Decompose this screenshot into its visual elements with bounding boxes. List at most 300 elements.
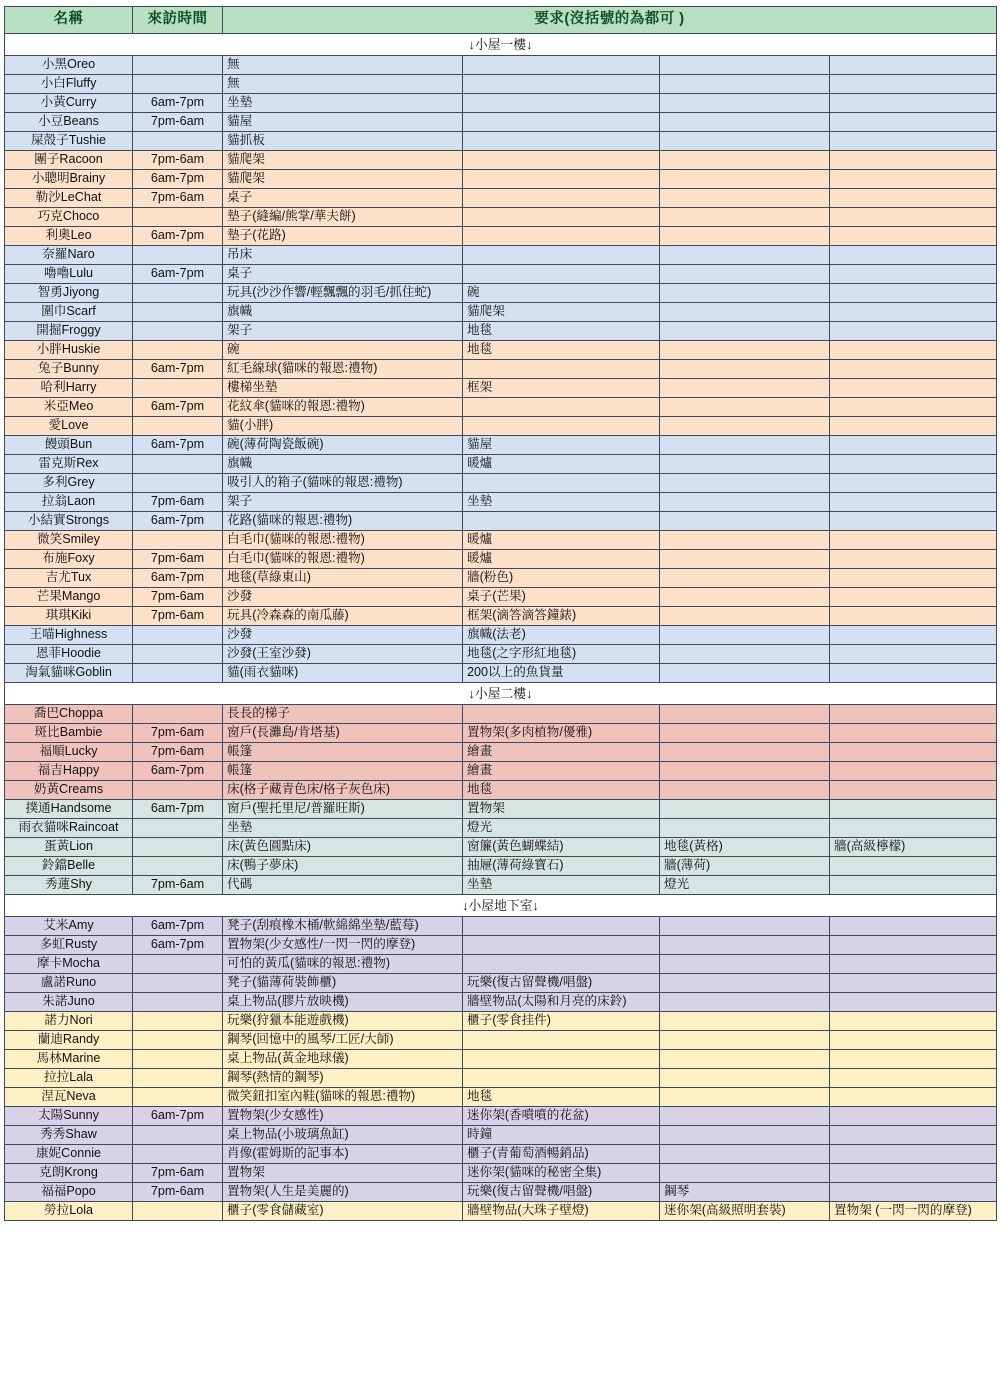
visit-time-cell[interactable] xyxy=(133,341,223,360)
requirement-cell-4[interactable] xyxy=(830,493,997,512)
cat-name-cell[interactable]: 小白Fluffy xyxy=(5,75,133,94)
requirement-cell-2[interactable] xyxy=(463,705,660,724)
requirement-cell-1[interactable]: 床(黃色圓點床) xyxy=(223,838,463,857)
requirement-cell-4[interactable] xyxy=(830,379,997,398)
requirement-cell-4[interactable] xyxy=(830,1126,997,1145)
requirement-cell-1[interactable]: 旗幟 xyxy=(223,303,463,322)
cat-name-cell[interactable]: 諾力Nori xyxy=(5,1012,133,1031)
cat-name-cell[interactable]: 雨衣貓咪Raincoat xyxy=(5,819,133,838)
requirement-cell-1[interactable]: 貓屋 xyxy=(223,113,463,132)
requirement-cell-2[interactable]: 時鐘 xyxy=(463,1126,660,1145)
cat-name-cell[interactable]: 微笑Smiley xyxy=(5,531,133,550)
requirement-cell-4[interactable] xyxy=(830,588,997,607)
cat-name-cell[interactable]: 米亞Meo xyxy=(5,398,133,417)
requirement-cell-2[interactable] xyxy=(463,936,660,955)
visit-time-cell[interactable]: 7pm-6am xyxy=(133,189,223,208)
visit-time-cell[interactable] xyxy=(133,531,223,550)
requirement-cell-1[interactable]: 墊子(縫編/熊掌/華夫餅) xyxy=(223,208,463,227)
requirement-cell-4[interactable] xyxy=(830,876,997,895)
requirement-cell-4[interactable]: 牆(高級檸檬) xyxy=(830,838,997,857)
cat-name-cell[interactable]: 小胖Huskie xyxy=(5,341,133,360)
cat-name-cell[interactable]: 康妮Connie xyxy=(5,1145,133,1164)
requirement-cell-4[interactable] xyxy=(830,1145,997,1164)
visit-time-cell[interactable] xyxy=(133,857,223,876)
requirement-cell-4[interactable] xyxy=(830,607,997,626)
requirement-cell-1[interactable]: 碗 xyxy=(223,341,463,360)
requirement-cell-3[interactable] xyxy=(660,955,830,974)
requirement-cell-2[interactable] xyxy=(463,360,660,379)
cat-name-cell[interactable]: 勒沙LeChat xyxy=(5,189,133,208)
cat-name-cell[interactable]: 饅頭Bun xyxy=(5,436,133,455)
requirement-cell-3[interactable] xyxy=(660,550,830,569)
requirement-cell-4[interactable] xyxy=(830,341,997,360)
requirement-cell-4[interactable] xyxy=(830,303,997,322)
requirement-cell-2[interactable]: 置物架 xyxy=(463,800,660,819)
requirement-cell-1[interactable]: 桌上物品(小玻璃魚缸) xyxy=(223,1126,463,1145)
requirement-cell-4[interactable] xyxy=(830,645,997,664)
visit-time-cell[interactable]: 6am-7pm xyxy=(133,569,223,588)
requirement-cell-4[interactable] xyxy=(830,1164,997,1183)
requirement-cell-4[interactable] xyxy=(830,265,997,284)
requirement-cell-3[interactable]: 牆(薄荷) xyxy=(660,857,830,876)
requirement-cell-3[interactable] xyxy=(660,819,830,838)
requirement-cell-4[interactable] xyxy=(830,800,997,819)
requirement-cell-3[interactable] xyxy=(660,303,830,322)
requirement-cell-2[interactable] xyxy=(463,94,660,113)
requirement-cell-3[interactable] xyxy=(660,398,830,417)
requirement-cell-1[interactable]: 樓梯坐墊 xyxy=(223,379,463,398)
requirement-cell-3[interactable] xyxy=(660,265,830,284)
cat-name-cell[interactable]: 奶黃Creams xyxy=(5,781,133,800)
requirement-cell-4[interactable] xyxy=(830,227,997,246)
cat-name-cell[interactable]: 王喵Highness xyxy=(5,626,133,645)
requirement-cell-3[interactable] xyxy=(660,743,830,762)
requirement-cell-1[interactable]: 代碼 xyxy=(223,876,463,895)
cat-name-cell[interactable]: 克朗Krong xyxy=(5,1164,133,1183)
visit-time-cell[interactable]: 6am-7pm xyxy=(133,398,223,417)
cat-name-cell[interactable]: 雷克斯Rex xyxy=(5,455,133,474)
requirement-cell-2[interactable]: 置物架(多肉植物/優雅) xyxy=(463,724,660,743)
requirement-cell-2[interactable] xyxy=(463,1031,660,1050)
requirement-cell-4[interactable] xyxy=(830,664,997,683)
requirement-cell-2[interactable] xyxy=(463,208,660,227)
requirement-cell-4[interactable] xyxy=(830,398,997,417)
requirement-cell-1[interactable]: 旗幟 xyxy=(223,455,463,474)
requirement-cell-2[interactable] xyxy=(463,398,660,417)
requirement-cell-1[interactable]: 沙發 xyxy=(223,626,463,645)
requirement-cell-3[interactable]: 鋼琴 xyxy=(660,1183,830,1202)
requirement-cell-3[interactable] xyxy=(660,1012,830,1031)
cat-name-cell[interactable]: 艾米Amy xyxy=(5,917,133,936)
visit-time-cell[interactable]: 6am-7pm xyxy=(133,436,223,455)
requirement-cell-4[interactable] xyxy=(830,857,997,876)
requirement-cell-3[interactable] xyxy=(660,208,830,227)
requirement-cell-1[interactable]: 吸引人的箱子(貓咪的報恩:禮物) xyxy=(223,474,463,493)
requirement-cell-2[interactable]: 桌子(芒果) xyxy=(463,588,660,607)
requirement-cell-4[interactable] xyxy=(830,512,997,531)
requirement-cell-4[interactable] xyxy=(830,322,997,341)
requirement-cell-2[interactable]: 窗簾(黃色蝴蝶結) xyxy=(463,838,660,857)
visit-time-cell[interactable] xyxy=(133,322,223,341)
requirement-cell-4[interactable] xyxy=(830,474,997,493)
visit-time-cell[interactable] xyxy=(133,75,223,94)
visit-time-cell[interactable] xyxy=(133,626,223,645)
requirement-cell-3[interactable] xyxy=(660,781,830,800)
requirement-cell-4[interactable] xyxy=(830,56,997,75)
requirement-cell-2[interactable] xyxy=(463,1069,660,1088)
requirement-cell-1[interactable]: 玩具(冷森森的南瓜藤) xyxy=(223,607,463,626)
requirement-cell-4[interactable] xyxy=(830,113,997,132)
requirement-cell-1[interactable]: 桌子 xyxy=(223,189,463,208)
visit-time-cell[interactable]: 7pm-6am xyxy=(133,588,223,607)
visit-time-cell[interactable]: 7pm-6am xyxy=(133,493,223,512)
visit-time-cell[interactable] xyxy=(133,645,223,664)
requirement-cell-2[interactable] xyxy=(463,1050,660,1069)
visit-time-cell[interactable]: 7pm-6am xyxy=(133,743,223,762)
requirement-cell-2[interactable]: 迷你架(貓咪的秘密全集) xyxy=(463,1164,660,1183)
requirement-cell-1[interactable]: 置物架(少女感性/一閃一閃的摩登) xyxy=(223,936,463,955)
cat-name-cell[interactable]: 鈴鐺Belle xyxy=(5,857,133,876)
requirement-cell-3[interactable] xyxy=(660,379,830,398)
requirement-cell-4[interactable] xyxy=(830,151,997,170)
cat-name-cell[interactable]: 蘭迪Randy xyxy=(5,1031,133,1050)
requirement-cell-2[interactable]: 繪畫 xyxy=(463,743,660,762)
requirement-cell-3[interactable] xyxy=(660,170,830,189)
requirement-cell-4[interactable] xyxy=(830,455,997,474)
requirement-cell-3[interactable] xyxy=(660,664,830,683)
requirement-cell-3[interactable] xyxy=(660,284,830,303)
requirement-cell-1[interactable]: 紅毛線球(貓咪的報恩:禮物) xyxy=(223,360,463,379)
visit-time-cell[interactable]: 7pm-6am xyxy=(133,113,223,132)
requirement-cell-3[interactable] xyxy=(660,246,830,265)
requirement-cell-4[interactable] xyxy=(830,170,997,189)
cat-name-cell[interactable]: 吉尤Tux xyxy=(5,569,133,588)
visit-time-cell[interactable] xyxy=(133,1050,223,1069)
visit-time-cell[interactable]: 6am-7pm xyxy=(133,170,223,189)
cat-name-cell[interactable]: 盧諾Runo xyxy=(5,974,133,993)
requirement-cell-1[interactable]: 貓(小胖) xyxy=(223,417,463,436)
requirement-cell-1[interactable]: 窗戶(長灘島/肯塔基) xyxy=(223,724,463,743)
requirement-cell-3[interactable] xyxy=(660,417,830,436)
cat-name-cell[interactable]: 兔子Bunny xyxy=(5,360,133,379)
visit-time-cell[interactable]: 7pm-6am xyxy=(133,1183,223,1202)
requirement-cell-3[interactable] xyxy=(660,512,830,531)
requirement-cell-3[interactable] xyxy=(660,189,830,208)
cat-name-cell[interactable]: 朱諾Juno xyxy=(5,993,133,1012)
requirement-cell-4[interactable] xyxy=(830,917,997,936)
visit-time-cell[interactable] xyxy=(133,1202,223,1221)
requirement-cell-2[interactable] xyxy=(463,151,660,170)
requirement-cell-1[interactable]: 花紋傘(貓咪的報恩:禮物) xyxy=(223,398,463,417)
cat-name-cell[interactable]: 蛋黃Lion xyxy=(5,838,133,857)
requirement-cell-2[interactable]: 牆壁物品(太陽和月亮的床鈴) xyxy=(463,993,660,1012)
requirement-cell-3[interactable] xyxy=(660,75,830,94)
requirement-cell-4[interactable] xyxy=(830,360,997,379)
requirement-cell-1[interactable]: 凳子(貓薄荷裝飾櫃) xyxy=(223,974,463,993)
visit-time-cell[interactable] xyxy=(133,955,223,974)
cat-name-cell[interactable]: 拉拉Lala xyxy=(5,1069,133,1088)
requirement-cell-2[interactable] xyxy=(463,113,660,132)
requirement-cell-3[interactable] xyxy=(660,341,830,360)
requirement-cell-4[interactable] xyxy=(830,1069,997,1088)
cat-name-cell[interactable]: 涅瓦Neva xyxy=(5,1088,133,1107)
requirement-cell-3[interactable] xyxy=(660,151,830,170)
visit-time-cell[interactable] xyxy=(133,417,223,436)
visit-time-cell[interactable]: 6am-7pm xyxy=(133,800,223,819)
visit-time-cell[interactable] xyxy=(133,838,223,857)
requirement-cell-4[interactable] xyxy=(830,955,997,974)
visit-time-cell[interactable] xyxy=(133,246,223,265)
visit-time-cell[interactable] xyxy=(133,1088,223,1107)
requirement-cell-4[interactable] xyxy=(830,75,997,94)
requirement-cell-1[interactable]: 沙發(王室沙發) xyxy=(223,645,463,664)
requirement-cell-1[interactable]: 置物架(人生是美麗的) xyxy=(223,1183,463,1202)
requirement-cell-1[interactable]: 桌上物品(膠片放映機) xyxy=(223,993,463,1012)
visit-time-cell[interactable] xyxy=(133,284,223,303)
requirement-cell-4[interactable] xyxy=(830,1183,997,1202)
requirement-cell-4[interactable] xyxy=(830,1088,997,1107)
cat-name-cell[interactable]: 福順Lucky xyxy=(5,743,133,762)
requirement-cell-4[interactable] xyxy=(830,762,997,781)
requirement-cell-2[interactable]: 燈光 xyxy=(463,819,660,838)
visit-time-cell[interactable] xyxy=(133,705,223,724)
requirement-cell-3[interactable] xyxy=(660,493,830,512)
visit-time-cell[interactable] xyxy=(133,974,223,993)
requirement-cell-2[interactable]: 地毯 xyxy=(463,781,660,800)
requirement-cell-3[interactable] xyxy=(660,993,830,1012)
requirement-cell-3[interactable] xyxy=(660,360,830,379)
requirement-cell-3[interactable]: 地毯(黃格) xyxy=(660,838,830,857)
requirement-cell-4[interactable] xyxy=(830,436,997,455)
visit-time-cell[interactable]: 6am-7pm xyxy=(133,512,223,531)
visit-time-cell[interactable]: 7pm-6am xyxy=(133,151,223,170)
requirement-cell-1[interactable]: 地毯(草綠東山) xyxy=(223,569,463,588)
cat-name-cell[interactable]: 勞拉Lola xyxy=(5,1202,133,1221)
requirement-cell-1[interactable]: 架子 xyxy=(223,322,463,341)
requirement-cell-3[interactable] xyxy=(660,626,830,645)
requirement-cell-1[interactable]: 白毛巾(貓咪的報恩:禮物) xyxy=(223,531,463,550)
requirement-cell-2[interactable]: 迷你架(香噴噴的花盆) xyxy=(463,1107,660,1126)
requirement-cell-4[interactable] xyxy=(830,819,997,838)
requirement-cell-2[interactable]: 貓屋 xyxy=(463,436,660,455)
requirement-cell-1[interactable]: 床(鴨子夢床) xyxy=(223,857,463,876)
requirement-cell-1[interactable]: 玩樂(狩獵本能遊戲機) xyxy=(223,1012,463,1031)
requirement-cell-1[interactable]: 貓爬架 xyxy=(223,151,463,170)
requirement-cell-3[interactable] xyxy=(660,455,830,474)
requirement-cell-4[interactable] xyxy=(830,705,997,724)
visit-time-cell[interactable]: 6am-7pm xyxy=(133,265,223,284)
requirement-cell-3[interactable] xyxy=(660,917,830,936)
requirement-cell-2[interactable]: 櫃子(零食挂件) xyxy=(463,1012,660,1031)
cat-name-cell[interactable]: 小黑Oreo xyxy=(5,56,133,75)
requirement-cell-4[interactable]: 置物架 (一閃一閃的摩登) xyxy=(830,1202,997,1221)
visit-time-cell[interactable] xyxy=(133,781,223,800)
requirement-cell-2[interactable] xyxy=(463,75,660,94)
requirement-cell-1[interactable]: 架子 xyxy=(223,493,463,512)
requirement-cell-4[interactable] xyxy=(830,781,997,800)
requirement-cell-3[interactable] xyxy=(660,936,830,955)
requirement-cell-2[interactable]: 坐墊 xyxy=(463,493,660,512)
visit-time-cell[interactable] xyxy=(133,1145,223,1164)
requirement-cell-1[interactable]: 沙發 xyxy=(223,588,463,607)
cat-name-cell[interactable]: 秀秀Shaw xyxy=(5,1126,133,1145)
visit-time-cell[interactable]: 7pm-6am xyxy=(133,876,223,895)
requirement-cell-2[interactable]: 繪畫 xyxy=(463,762,660,781)
visit-time-cell[interactable] xyxy=(133,1069,223,1088)
requirement-cell-3[interactable] xyxy=(660,132,830,151)
requirement-cell-2[interactable]: 暖爐 xyxy=(463,455,660,474)
requirement-cell-2[interactable] xyxy=(463,512,660,531)
requirement-cell-1[interactable]: 長長的梯子 xyxy=(223,705,463,724)
requirement-cell-2[interactable] xyxy=(463,474,660,493)
requirement-cell-2[interactable] xyxy=(463,955,660,974)
visit-time-cell[interactable]: 6am-7pm xyxy=(133,94,223,113)
requirement-cell-1[interactable]: 帳篷 xyxy=(223,762,463,781)
requirement-cell-3[interactable] xyxy=(660,436,830,455)
requirement-cell-1[interactable]: 窗戶(聖托里尼/普羅旺斯) xyxy=(223,800,463,819)
requirement-cell-1[interactable]: 櫃子(零食儲藏室) xyxy=(223,1202,463,1221)
requirement-cell-1[interactable]: 帳篷 xyxy=(223,743,463,762)
cat-name-cell[interactable]: 布施Foxy xyxy=(5,550,133,569)
requirement-cell-2[interactable]: 框架 xyxy=(463,379,660,398)
visit-time-cell[interactable]: 6am-7pm xyxy=(133,360,223,379)
cat-name-cell[interactable]: 開掘Froggy xyxy=(5,322,133,341)
requirement-cell-2[interactable]: 地毯 xyxy=(463,341,660,360)
cat-name-cell[interactable]: 屎殼子Tushie xyxy=(5,132,133,151)
requirement-cell-3[interactable] xyxy=(660,724,830,743)
cat-name-cell[interactable]: 嚕嚕Lulu xyxy=(5,265,133,284)
cat-name-cell[interactable]: 巧克Choco xyxy=(5,208,133,227)
requirement-cell-1[interactable]: 吊床 xyxy=(223,246,463,265)
requirement-cell-4[interactable] xyxy=(830,1107,997,1126)
requirement-cell-2[interactable]: 旗幟(法老) xyxy=(463,626,660,645)
visit-time-cell[interactable]: 6am-7pm xyxy=(133,917,223,936)
requirement-cell-4[interactable] xyxy=(830,993,997,1012)
requirement-cell-4[interactable] xyxy=(830,189,997,208)
requirement-cell-3[interactable] xyxy=(660,322,830,341)
requirement-cell-2[interactable]: 地毯 xyxy=(463,1088,660,1107)
cat-name-cell[interactable]: 拉翁Laon xyxy=(5,493,133,512)
requirement-cell-4[interactable] xyxy=(830,743,997,762)
requirement-cell-2[interactable] xyxy=(463,417,660,436)
requirement-cell-4[interactable] xyxy=(830,550,997,569)
requirement-cell-1[interactable]: 肖像(霍姆斯的記事本) xyxy=(223,1145,463,1164)
visit-time-cell[interactable] xyxy=(133,455,223,474)
requirement-cell-4[interactable] xyxy=(830,1050,997,1069)
requirement-cell-4[interactable] xyxy=(830,569,997,588)
cat-name-cell[interactable]: 馬林Marine xyxy=(5,1050,133,1069)
cat-name-cell[interactable]: 圍巾Scarf xyxy=(5,303,133,322)
requirement-cell-3[interactable]: 迷你架(高級照明套裝) xyxy=(660,1202,830,1221)
requirement-cell-2[interactable]: 貓爬架 xyxy=(463,303,660,322)
requirement-cell-2[interactable]: 牆(粉色) xyxy=(463,569,660,588)
requirement-cell-3[interactable] xyxy=(660,1145,830,1164)
requirement-cell-2[interactable]: 抽屜(薄荷綠寶石) xyxy=(463,857,660,876)
requirement-cell-1[interactable]: 坐墊 xyxy=(223,819,463,838)
requirement-cell-4[interactable] xyxy=(830,626,997,645)
requirement-cell-4[interactable] xyxy=(830,1012,997,1031)
cat-name-cell[interactable]: 恩菲Hoodie xyxy=(5,645,133,664)
requirement-cell-1[interactable]: 貓抓板 xyxy=(223,132,463,151)
requirement-cell-3[interactable] xyxy=(660,645,830,664)
cat-name-cell[interactable]: 小結實Strongs xyxy=(5,512,133,531)
requirement-cell-1[interactable]: 桌上物品(黃金地球儀) xyxy=(223,1050,463,1069)
requirement-cell-3[interactable] xyxy=(660,607,830,626)
cat-name-cell[interactable]: 斑比Bambie xyxy=(5,724,133,743)
requirement-cell-1[interactable]: 白毛巾(貓咪的報恩:禮物) xyxy=(223,550,463,569)
visit-time-cell[interactable] xyxy=(133,474,223,493)
cat-name-cell[interactable]: 福吉Happy xyxy=(5,762,133,781)
cat-name-cell[interactable]: 團子Racoon xyxy=(5,151,133,170)
requirement-cell-2[interactable] xyxy=(463,189,660,208)
requirement-cell-2[interactable] xyxy=(463,170,660,189)
cat-name-cell[interactable]: 多利Grey xyxy=(5,474,133,493)
requirement-cell-3[interactable] xyxy=(660,762,830,781)
requirement-cell-4[interactable] xyxy=(830,417,997,436)
requirement-cell-2[interactable]: 地毯(之字形紅地毯) xyxy=(463,645,660,664)
requirement-cell-1[interactable]: 碗(薄荷陶瓷飯碗) xyxy=(223,436,463,455)
requirement-cell-2[interactable]: 碗 xyxy=(463,284,660,303)
visit-time-cell[interactable]: 6am-7pm xyxy=(133,1107,223,1126)
requirement-cell-3[interactable] xyxy=(660,800,830,819)
requirement-cell-2[interactable]: 牆壁物品(大珠子壁燈) xyxy=(463,1202,660,1221)
cat-name-cell[interactable]: 小聰明Brainy xyxy=(5,170,133,189)
cat-name-cell[interactable]: 太陽Sunny xyxy=(5,1107,133,1126)
requirement-cell-4[interactable] xyxy=(830,1031,997,1050)
visit-time-cell[interactable] xyxy=(133,664,223,683)
requirement-cell-2[interactable]: 框架(滴答滴答鐘錶) xyxy=(463,607,660,626)
requirement-cell-3[interactable] xyxy=(660,1126,830,1145)
requirement-cell-1[interactable]: 無 xyxy=(223,56,463,75)
cat-name-cell[interactable]: 琪琪Kiki xyxy=(5,607,133,626)
requirement-cell-4[interactable] xyxy=(830,936,997,955)
requirement-cell-3[interactable] xyxy=(660,1031,830,1050)
visit-time-cell[interactable] xyxy=(133,1031,223,1050)
cat-name-cell[interactable]: 撲通Handsome xyxy=(5,800,133,819)
requirement-cell-4[interactable] xyxy=(830,94,997,113)
cat-name-cell[interactable]: 多虹Rusty xyxy=(5,936,133,955)
requirement-cell-1[interactable]: 可怕的黃瓜(貓咪的報恩:禮物) xyxy=(223,955,463,974)
visit-time-cell[interactable]: 6am-7pm xyxy=(133,936,223,955)
cat-name-cell[interactable]: 喬巴Choppa xyxy=(5,705,133,724)
requirement-cell-3[interactable] xyxy=(660,1107,830,1126)
cat-name-cell[interactable]: 哈利Harry xyxy=(5,379,133,398)
requirement-cell-2[interactable] xyxy=(463,917,660,936)
visit-time-cell[interactable]: 7pm-6am xyxy=(133,607,223,626)
cat-name-cell[interactable]: 芒果Mango xyxy=(5,588,133,607)
requirement-cell-3[interactable] xyxy=(660,227,830,246)
visit-time-cell[interactable]: 7pm-6am xyxy=(133,724,223,743)
requirement-cell-1[interactable]: 貓(雨衣貓咪) xyxy=(223,664,463,683)
requirement-cell-2[interactable] xyxy=(463,227,660,246)
requirement-cell-1[interactable]: 桌子 xyxy=(223,265,463,284)
requirement-cell-1[interactable]: 無 xyxy=(223,75,463,94)
visit-time-cell[interactable] xyxy=(133,1126,223,1145)
visit-time-cell[interactable] xyxy=(133,819,223,838)
requirement-cell-3[interactable] xyxy=(660,588,830,607)
visit-time-cell[interactable] xyxy=(133,132,223,151)
cat-name-cell[interactable]: 利奧Leo xyxy=(5,227,133,246)
cat-name-cell[interactable]: 摩卡Mocha xyxy=(5,955,133,974)
requirement-cell-1[interactable]: 置物架(少女感性) xyxy=(223,1107,463,1126)
requirement-cell-2[interactable] xyxy=(463,132,660,151)
visit-time-cell[interactable] xyxy=(133,208,223,227)
requirement-cell-4[interactable] xyxy=(830,974,997,993)
requirement-cell-3[interactable]: 燈光 xyxy=(660,876,830,895)
requirement-cell-1[interactable]: 鋼琴(回憶中的風琴/工匠/大師) xyxy=(223,1031,463,1050)
cat-name-cell[interactable]: 奈羅Naro xyxy=(5,246,133,265)
requirement-cell-3[interactable] xyxy=(660,113,830,132)
